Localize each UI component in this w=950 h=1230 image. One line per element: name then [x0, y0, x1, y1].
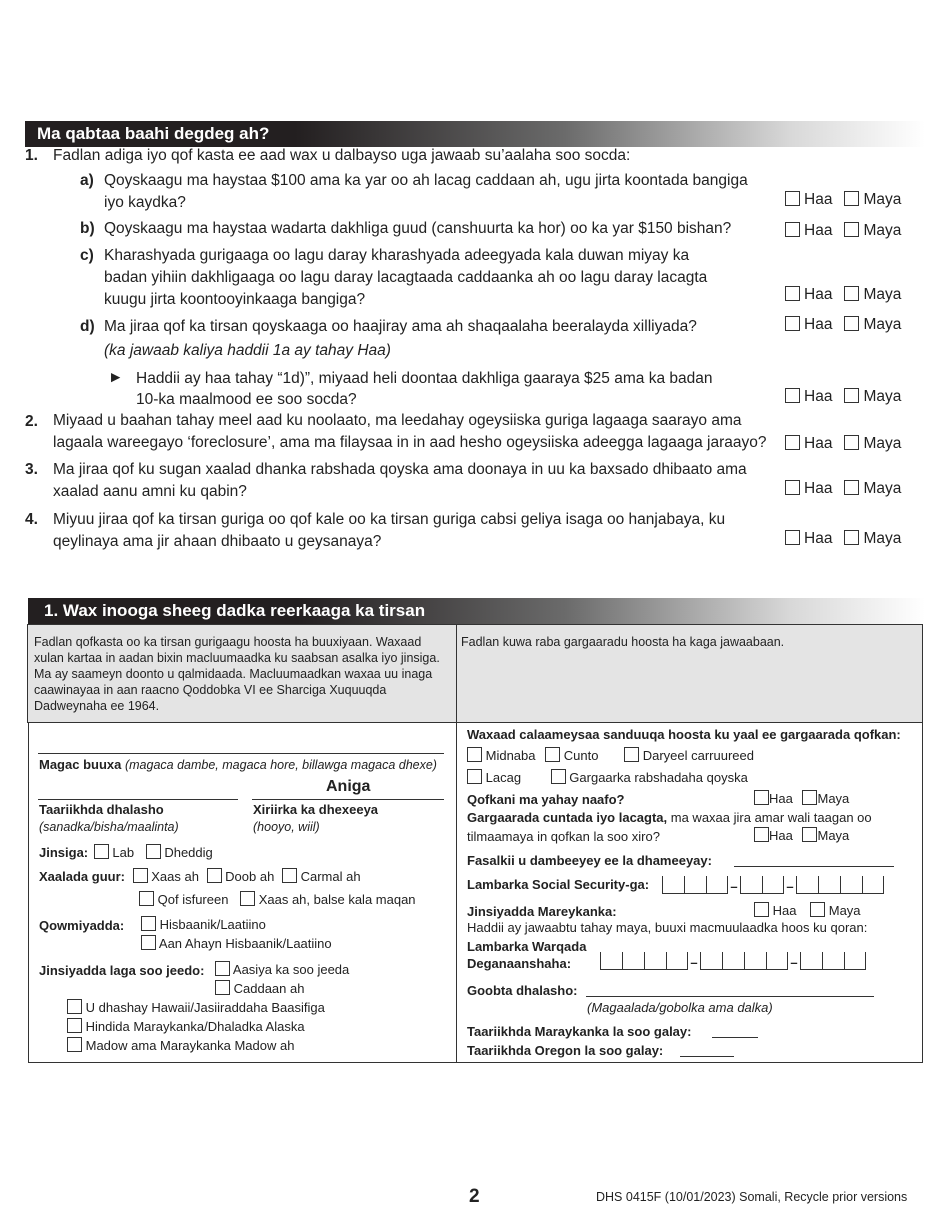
no-label: Maya	[863, 286, 902, 303]
q1d-line1: Ma jiraa qof ka tirsan qoyskaaga oo haajiray ama ah shaqaalaha beeralayda xilliyada?	[104, 318, 697, 335]
birthplace-input[interactable]	[586, 996, 874, 997]
race-asian-checkbox[interactable]	[215, 961, 230, 976]
household-right-note: Fadlan kuwa raba gargaaradu hoosta ha kaga jawaabaan.	[461, 635, 785, 649]
program-childcare-label: Daryeel carruureed	[642, 748, 754, 763]
assist-label: Gargaarada cuntada iyo lacagta,	[467, 810, 668, 825]
assist-no-checkbox[interactable]	[802, 827, 817, 842]
program-dv-label: Gargaarka rabshadaha qoyska	[569, 770, 748, 785]
dob-line	[38, 799, 238, 800]
full-name-value: Aniga	[326, 778, 371, 795]
emergency-section-title: Ma qabtaa baahi degdeg ah?	[37, 124, 270, 143]
immig-label-2: Deganaanshaha:	[467, 956, 572, 971]
q1a-line1: Qoyskaagu ma haystaa $100 ama ka yar oo ah lacag caddaan ah, ugu jirta koontada bangiga	[104, 172, 748, 189]
race-asian	[215, 961, 349, 978]
q1d-yes-checkbox[interactable]	[785, 316, 800, 331]
assist-answer	[754, 827, 849, 844]
marital-label: Xaalada guur:	[39, 869, 125, 884]
marital-married-label: Xaas ah	[151, 869, 199, 884]
no-label: Maya	[828, 903, 861, 918]
yes-label: Haa	[769, 828, 793, 843]
q1-text: Fadlan adiga iyo qof kasta ee aad wax u dalbayso uga jawaab su’aalaha soo socda:	[53, 147, 631, 164]
race-label	[39, 962, 204, 979]
ethnicity-hispanic-checkbox[interactable]	[141, 916, 156, 931]
disabled-answer	[754, 790, 849, 807]
no-label: Maya	[863, 222, 902, 239]
marital-row	[39, 868, 361, 885]
program-dv-checkbox[interactable]	[551, 769, 566, 784]
emergency-section-header	[25, 121, 925, 147]
relation-hint: (hooyo, wiil)	[253, 820, 320, 834]
immig-label-1: Lambarka Warqada	[467, 939, 587, 954]
or-date-label-text: Taariikhda Oregon la soo galay:	[467, 1043, 664, 1058]
citizen-yes-checkbox[interactable]	[754, 902, 769, 917]
no-label: Maya	[863, 191, 902, 208]
citizen-label	[467, 903, 617, 920]
q3-answer	[785, 480, 901, 498]
yes-label: Haa	[804, 388, 833, 405]
q3-line2: xaalad aanu amni ku qabin?	[53, 483, 247, 500]
race-black-label: Madow ama Maraykanka Madow ah	[85, 1038, 295, 1053]
household-left-note-box	[27, 624, 457, 723]
q4-yes-checkbox[interactable]	[785, 530, 800, 545]
or-date-input[interactable]	[680, 1056, 734, 1057]
q1c-yes-checkbox[interactable]	[785, 286, 800, 301]
ethnicity-label-text: Qowmiyadda:	[39, 918, 125, 933]
sex-female-label: Dheddig	[164, 845, 213, 860]
program-cash-label: Lacag	[485, 770, 522, 785]
program-food-label: Cunto	[563, 748, 599, 763]
no-label: Maya	[817, 791, 850, 806]
marital-divorced-checkbox[interactable]	[139, 891, 154, 906]
ethnicity-nonhispanic	[141, 935, 332, 952]
dob-label: Taariikhda dhalasho	[39, 802, 164, 817]
citizen-no-checkbox[interactable]	[810, 902, 825, 917]
race-native-label: Hindida Maraykanka/Dhaladka Alaska	[85, 1019, 305, 1034]
marital-divorced-label: Qof isfureen	[157, 892, 229, 907]
q1a-line2: iyo kaydka?	[104, 194, 186, 211]
no-label: Maya	[863, 388, 902, 405]
disabled-yes-checkbox[interactable]	[754, 790, 769, 805]
no-label: Maya	[863, 480, 902, 497]
assist-yes-checkbox[interactable]	[754, 827, 769, 842]
us-date-label-text: Taariikhda Maraykanka la soo galay:	[467, 1024, 692, 1039]
yes-label: Haa	[772, 903, 797, 918]
us-date-label	[467, 1023, 691, 1040]
ssn-label	[467, 876, 649, 893]
q1d-sub-line1: Haddii ay haa tahay “1d)”, miyaad heli doontaa dakhliga gaaraya $25 ama ka badan	[136, 370, 713, 387]
marital-married-checkbox[interactable]	[133, 868, 148, 883]
birthplace-label	[467, 982, 578, 999]
yes-label: Haa	[804, 286, 833, 303]
arrow-icon: ►	[108, 369, 124, 386]
q4-number: 4.	[25, 511, 38, 528]
marital-widowed-label: Carmal ah	[300, 869, 361, 884]
race-pacific-label: U dhashay Hawaii/Jasiiraddaha Baasifiga	[85, 1000, 325, 1015]
citizen-answer	[754, 902, 861, 919]
q4-answer	[785, 530, 901, 548]
race-black-checkbox[interactable]	[67, 1037, 82, 1052]
assist-question	[467, 809, 872, 826]
ethnicity-hispanic-label: Hisbaanik/Laatiino	[159, 917, 266, 932]
q1d-note: (ka jawaab kaliya haddii 1a ay tahay Haa)	[104, 342, 391, 359]
race-white	[215, 980, 304, 997]
us-date-input[interactable]	[712, 1037, 758, 1038]
q1b-yes-checkbox[interactable]	[785, 222, 800, 237]
q1b-line1: Qoyskaagu ma haystaa wadarta dakhliga guud (canshuurta ka hor) oo ka yar $150 bishan?	[104, 220, 732, 237]
race-pacific-checkbox[interactable]	[67, 999, 82, 1014]
q2-answer	[785, 435, 901, 453]
marital-single-label: Doob ah	[225, 869, 275, 884]
q1a-no-checkbox[interactable]	[844, 191, 859, 206]
q1c-letter: c)	[80, 247, 94, 264]
household-left-note: Fadlan qofkasta oo ka tirsan gurigaagu hoosta ha buuxiyaan. Waxaad xulan kartaa in aadan bixin macluumaadka ku saabsan asalka iyo jinsiga. Ma ay saameyn doonto u qalmidaada. Macluumaadkan waxaa uu inaga caawinayaa in aan raacno Qoddobka VI ee Sharciga Xuquuqda Dadweynaha ee 1964.	[34, 635, 440, 713]
race-white-checkbox[interactable]	[215, 980, 230, 995]
q1a-yes-checkbox[interactable]	[785, 191, 800, 206]
yes-label: Haa	[804, 480, 833, 497]
ssn-label-text: Lambarka Social Security-ga:	[467, 877, 650, 892]
q1d-sub-answer	[785, 388, 901, 406]
ethnicity-nonhispanic-checkbox[interactable]	[141, 935, 156, 950]
assist-question-2: tilmaamaya in qofkan la soo xiro?	[467, 829, 660, 844]
q1b-answer	[785, 222, 901, 240]
q1c-no-checkbox[interactable]	[844, 286, 859, 301]
yes-label: Haa	[804, 435, 833, 452]
full-name-label: Magac buuxa	[39, 757, 122, 772]
race-native	[67, 1018, 305, 1035]
sex-male-label: Lab	[112, 845, 135, 860]
q1d-sub-line2: 10-ka maalmood ee soo socda?	[136, 391, 357, 408]
no-label: Maya	[863, 316, 902, 333]
grade-label-text: Fasalkii u dambeeyey ee la dhameeyay:	[467, 853, 712, 868]
household-section-title: 1. Wax inooga sheeg dadka reerkaaga ka tirsan	[44, 601, 426, 620]
assist-text-1: ma waxaa jira amar wali taagan oo	[670, 810, 872, 825]
q1c-line2: badan yihiin dakhligaaga oo lagu daray lacagtaada caddaanka ah oo lagu daray lacagta	[104, 269, 708, 286]
sex-label: Jinsiga:	[39, 845, 89, 860]
race-asian-label: Aasiya ka soo jeeda	[232, 962, 350, 977]
citizen-hint: Haddii ay jawaabtu tahay maya, buuxi macmuulaadka hoos ku qoran:	[467, 920, 868, 935]
no-label: Maya	[863, 435, 902, 452]
programs-label	[467, 726, 901, 743]
race-label-text: Jinsiyadda laga soo jeedo:	[39, 963, 205, 978]
sex-row	[39, 844, 213, 861]
marital-separated-checkbox[interactable]	[240, 891, 255, 906]
grade-label	[467, 852, 712, 869]
full-name-hint: (magaca dambe, magaca hore, billawga magaca dhexe)	[124, 758, 437, 772]
race-white-label: Caddaan ah	[233, 981, 305, 996]
immig-label	[467, 938, 586, 972]
marital-row-2	[139, 891, 416, 908]
q1b-no-checkbox[interactable]	[844, 222, 859, 237]
q1-number: 1.	[25, 147, 38, 164]
programs-row-1	[467, 747, 754, 764]
marital-separated-label: Xaas ah, balse kala maqan	[258, 892, 416, 907]
name-line	[38, 753, 444, 754]
no-label: Maya	[817, 828, 850, 843]
q1c-answer	[785, 286, 901, 304]
grade-input[interactable]	[734, 866, 894, 867]
disabled-no-checkbox[interactable]	[802, 790, 817, 805]
q1d-sub-no-checkbox[interactable]	[844, 388, 859, 403]
or-date-label	[467, 1042, 663, 1059]
relation-field[interactable]	[253, 801, 378, 836]
yes-label: Haa	[769, 791, 793, 806]
q1b-letter: b)	[80, 220, 95, 237]
q2-number: 2.	[25, 413, 38, 430]
dob-field[interactable]	[39, 801, 179, 836]
program-childcare-checkbox[interactable]	[624, 747, 639, 762]
q3-number: 3.	[25, 461, 38, 478]
relation-line	[252, 799, 444, 800]
q1d-no-checkbox[interactable]	[844, 316, 859, 331]
programs-row-2	[467, 769, 748, 786]
q1c-line3: kuugu jirta koontooyinkaaga bangiga?	[104, 291, 366, 308]
household-section-header	[28, 598, 925, 624]
q1d-letter: d)	[80, 318, 95, 335]
ssn-input[interactable]: – –	[662, 876, 884, 894]
q1d-answer	[785, 316, 901, 334]
full-name-field[interactable]	[39, 756, 437, 774]
yes-label: Haa	[804, 530, 833, 547]
dob-hint: (sanadka/bisha/maalinta)	[39, 820, 179, 834]
marital-single-checkbox[interactable]	[207, 868, 222, 883]
program-none-checkbox[interactable]	[467, 747, 482, 762]
program-cash-checkbox[interactable]	[467, 769, 482, 784]
race-black	[67, 1037, 294, 1054]
q1a-answer	[785, 191, 901, 209]
yes-label: Haa	[804, 191, 833, 208]
sex-male-checkbox[interactable]	[94, 844, 109, 859]
q1c-line1: Kharashyada gurigaaga oo lagu daray kharashyada adeegyada kala duwan miyay ka	[104, 247, 690, 264]
disabled-label-text: Qofkani ma yahay naafo?	[467, 792, 625, 807]
q2-no-checkbox[interactable]	[844, 435, 859, 450]
no-label: Maya	[863, 530, 902, 547]
q3-no-checkbox[interactable]	[844, 480, 859, 495]
disabled-label	[467, 791, 625, 808]
citizen-label-text: Jinsiyadda Mareykanka:	[467, 904, 617, 919]
q4-no-checkbox[interactable]	[844, 530, 859, 545]
q3-line1: Ma jiraa qof ku sugan xaalad dhanka rabshada qoyska ama doonaya in uu ka baxsado dhibaato ama	[53, 461, 747, 478]
program-food-checkbox[interactable]	[545, 747, 560, 762]
ethnicity-label	[39, 917, 124, 934]
program-none-label: Midnaba	[485, 748, 536, 763]
q4-line1: Miyuu jiraa qof ka tirsan guriga oo qof kale oo ka tirsan guriga cabsi geliya isaga oo hanjabaya, ku	[53, 511, 726, 528]
q2-line2: lagaala wareegayo ‘foreclosure’, ama ma filaysaa in in aad hesho ogeysiiska adeegga lagaaga jaraayo?	[53, 434, 767, 451]
q2-yes-checkbox[interactable]	[785, 435, 800, 450]
page-number: 2	[469, 1186, 480, 1207]
household-right-note-box	[456, 624, 923, 723]
yes-label: Haa	[804, 222, 833, 239]
ethnicity-nonhispanic-label: Aan Ahayn Hisbaanik/Laatiino	[158, 936, 332, 951]
race-native-checkbox[interactable]	[67, 1018, 82, 1033]
q2-line1: Miyaad u baahan tahay meel aad ku noolaato, ma leedahay ogeysiiska guriga lagaaga saarayo ama	[53, 412, 742, 429]
q1a-letter: a)	[80, 172, 94, 189]
q1d-sub-yes-checkbox[interactable]	[785, 388, 800, 403]
ethnicity-hispanic	[141, 916, 266, 933]
sex-female-checkbox[interactable]	[146, 844, 161, 859]
q3-yes-checkbox[interactable]	[785, 480, 800, 495]
birthplace-label-text: Goobta dhalasho:	[467, 983, 578, 998]
relation-label: Xiriirka ka dhexeeya	[253, 802, 379, 817]
immig-input[interactable]: – –	[600, 952, 866, 970]
race-pacific	[67, 999, 325, 1016]
q4-line2: qeylinaya ama jir ahaan dhibaato u geysanaya?	[53, 533, 382, 550]
yes-label: Haa	[804, 316, 833, 333]
form-id: DHS 0415F (10/01/2023) Somali, Recycle prior versions	[596, 1190, 908, 1204]
programs-label-text: Waxaad calaameysaa sanduuqa hoosta ku yaal ee gargaarada qofkan:	[467, 727, 901, 742]
birthplace-hint: (Magaalada/gobolka ama dalka)	[587, 1000, 773, 1015]
marital-widowed-checkbox[interactable]	[282, 868, 297, 883]
